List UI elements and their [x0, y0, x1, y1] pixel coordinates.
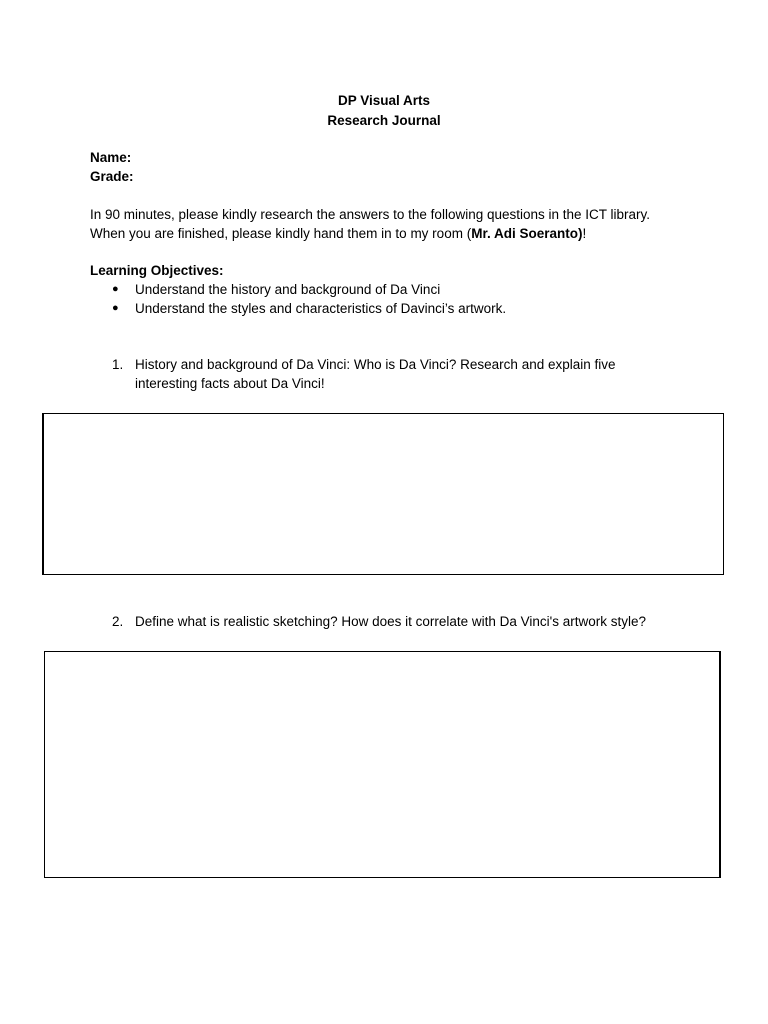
- name-label: Name:: [90, 150, 132, 165]
- question-text: History and background of Da Vinci: Who is Da Vinci? Research and explain five interesting facts about Da Vinci!: [135, 357, 616, 391]
- question-text: Define what is realistic sketching? How does it correlate with Da Vinci's artwork style?: [135, 614, 647, 629]
- bullet-icon: ●: [112, 302, 119, 314]
- grade-label: Grade:: [90, 169, 134, 184]
- bullet-icon: ●: [112, 283, 119, 295]
- intro-line-2-prefix: When you are finished, please kindly hand them in to my room (: [90, 226, 472, 241]
- intro-line-1: In 90 minutes, please kindly research the answers to the following questions in the ICT library.: [90, 207, 651, 222]
- objective-item: [90, 280, 710, 299]
- document-title: [0, 91, 768, 131]
- title-line-journal: Research Journal: [327, 113, 441, 128]
- objective-text: Understand the history and background of Da Vinci: [135, 282, 441, 297]
- question-2: [90, 612, 710, 631]
- question-number: 2.: [112, 614, 124, 629]
- question-number: 1.: [112, 357, 124, 372]
- question-row: [90, 612, 710, 631]
- answer-box-1[interactable]: [42, 413, 724, 575]
- teacher-name: Mr. Adi Soeranto): [471, 226, 583, 241]
- question-1: [90, 355, 710, 393]
- learning-objectives: [90, 261, 710, 318]
- intro-paragraph: [90, 205, 710, 243]
- intro-line-2: [90, 224, 710, 243]
- title-line-course: DP Visual Arts: [337, 93, 431, 108]
- intro-line-2-suffix: !: [582, 226, 587, 241]
- answer-box-2[interactable]: [44, 651, 721, 878]
- student-fields: [90, 148, 134, 186]
- objective-text: Understand the styles and characteristics of Davinci’s artwork.: [135, 301, 507, 316]
- objectives-heading: Learning Objectives:: [90, 263, 224, 278]
- question-row: [90, 355, 710, 393]
- objective-item: [90, 299, 710, 318]
